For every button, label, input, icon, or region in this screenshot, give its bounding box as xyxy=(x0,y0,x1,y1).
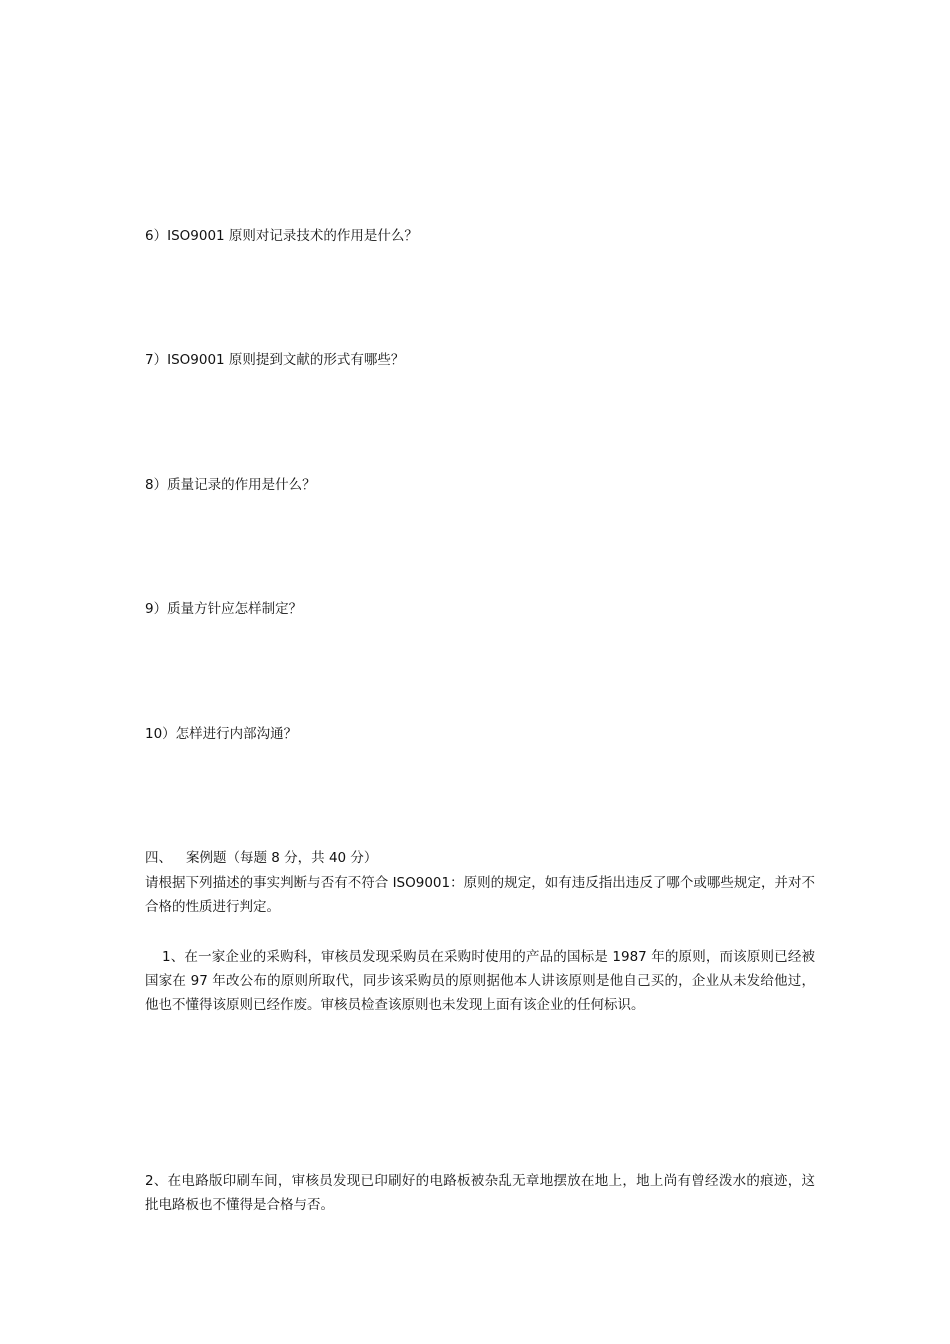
question-7: 7）ISO9001 原则提到文献的形式有哪些？ xyxy=(145,352,405,368)
question-8: 8）质量记录的作用是什么？ xyxy=(145,477,316,493)
case-2: 2、在电路版印刷车间，审核员发现已印刷好的电路板被杂乱无章地摆放在地上，地上尚有曾经泼水的痕迹，这批电路板也不懂得是合格与否。 xyxy=(145,1173,815,1213)
section-4-heading xyxy=(145,848,377,868)
section-4-instruction: 请根据下列描述的事实判断与否有不符合 ISO9001：原则的规定，如有违反指出违反了哪个或哪些规定，并对不合格的性质进行判定。 xyxy=(145,875,815,915)
question-9: 9）质量方针应怎样制定？ xyxy=(145,601,303,617)
question-6: 6）ISO9001 原则对记录技术的作用是什么？ xyxy=(145,228,418,244)
case-1: 1、在一家企业的采购科，审核员发现采购员在采购时使用的产品的国标是 1987 年的原则，而该原则已经被国家在 97 年改公布的原则所取代，同步该采购员的原则据他本人讲该原则是他自己买的，企业从未发给他过，他也不懂得该原则已经作废。审核员检查该原则也未发现上面有该企业的任何标识。 xyxy=(145,949,815,1013)
section-4-title: 案例题（每题 8 分，共 40 分） xyxy=(186,850,378,866)
question-10: 10）怎样进行内部沟通？ xyxy=(145,726,298,742)
section-4-number: 四、 xyxy=(145,850,172,866)
